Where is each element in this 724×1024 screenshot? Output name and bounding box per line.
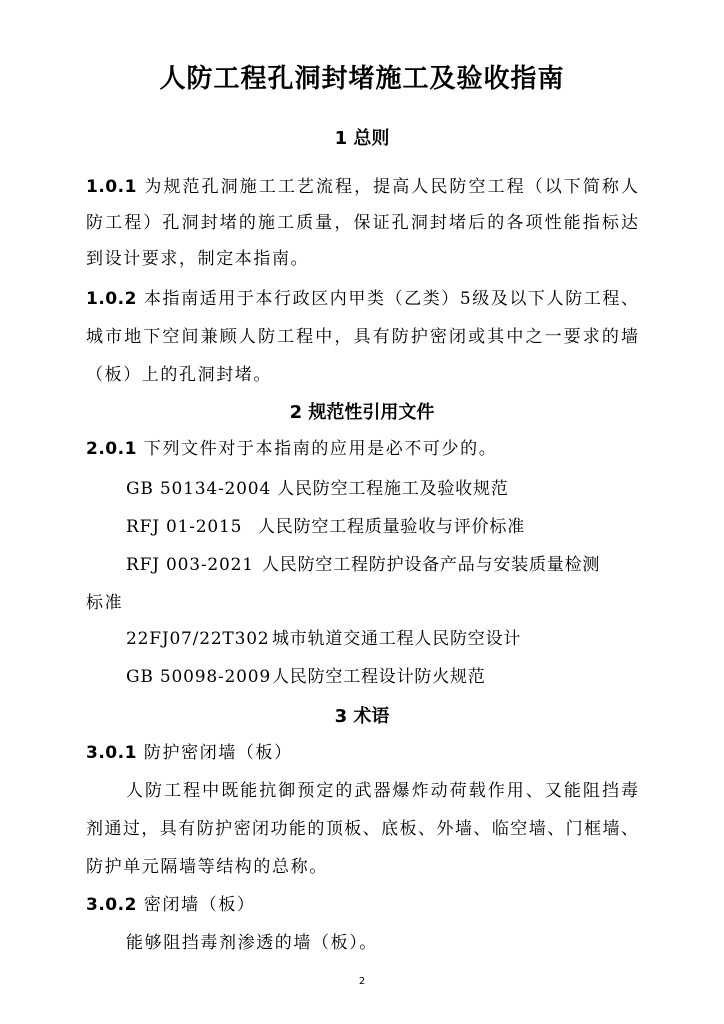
reference-code: GB 50134-2004 (126, 479, 271, 499)
reference-code: GB 50098-2009 (126, 667, 271, 687)
clause-text: 为规范孔洞施工工艺流程，提高人民防空工程（以下简称人 (144, 177, 638, 197)
clause-1-0-2-line-2: 城市地下空间兼顾人防工程中，具有防护密闭或其中之一要求的墙 (86, 327, 638, 347)
clause-number: 1.0.1 (86, 177, 137, 197)
reference-item (126, 512, 525, 537)
reference-title: 人民防空工程设计防火规范 (272, 667, 486, 687)
page-number: 2 (358, 976, 366, 987)
clause-1-0-1-line-2: 防工程）孔洞封堵的施工质量，保证孔洞封堵后的各项性能指标达 (86, 213, 638, 233)
term-3-0-1 (86, 738, 293, 763)
section-heading-general: 1 总则 (334, 128, 390, 149)
clause-1-0-1-line-3: 到设计要求，制定本指南。 (86, 249, 310, 269)
reference-title: 人民防空工程施工及验收规范 (277, 479, 509, 499)
clause-1-0-2-line-1 (86, 284, 638, 309)
reference-item (126, 662, 486, 687)
clause-number: 3.0.1 (86, 743, 137, 763)
term-name: 防护密闭墙（板） (143, 743, 293, 763)
reference-item (126, 550, 600, 575)
term-name: 密闭墙（板） (143, 895, 256, 915)
reference-item (126, 624, 521, 649)
section-heading-terms: 3 术语 (334, 706, 390, 727)
reference-title: 人民防空工程质量验收与评价标准 (258, 517, 525, 537)
term-definition-line-1: 能够阻挡毒剂渗透的墙（板）。 (126, 933, 378, 953)
document-title: 人防工程孔洞封堵施工及验收指南 (159, 64, 565, 94)
section-heading-normative-references: 2 规范性引用文件 (289, 402, 435, 423)
reference-code: RFJ 003-2021 (126, 555, 254, 575)
clause-number: 2.0.1 (86, 439, 137, 459)
clause-text: 下列文件对于本指南的应用是必不可少的。 (143, 439, 498, 459)
term-definition-line-2: 剂通过，具有防护密闭功能的顶板、底板、外墙、临空墙、门框墙、 (86, 819, 638, 839)
clause-1-0-2-line-3: （板）上的孔洞封堵。 (86, 365, 272, 385)
term-definition-line-3: 防护单元隔墙等结构的总称。 (86, 857, 328, 877)
reference-title-continuation: 标准 (86, 593, 124, 613)
clause-number: 3.0.2 (86, 895, 137, 915)
reference-code: 22FJ07/22T302 (126, 629, 270, 649)
clause-number: 1.0.2 (86, 289, 137, 309)
term-definition-line-1: 人防工程中既能抗御预定的武器爆炸动荷载作用、又能阻挡毒 (126, 781, 638, 801)
clause-2-0-1 (86, 434, 497, 459)
reference-title: 城市轨道交通工程人民防空设计 (272, 629, 522, 649)
reference-item (126, 474, 509, 499)
reference-code: RFJ 01-2015 (126, 517, 243, 537)
clause-1-0-1-line-1 (86, 172, 638, 197)
reference-title: 人民防空工程防护设备产品与安装质量检测 (262, 555, 601, 575)
clause-text: 本指南适用于本行政区内甲类（乙类）5级及以下人防工程、 (143, 289, 638, 309)
term-3-0-2 (86, 890, 256, 915)
